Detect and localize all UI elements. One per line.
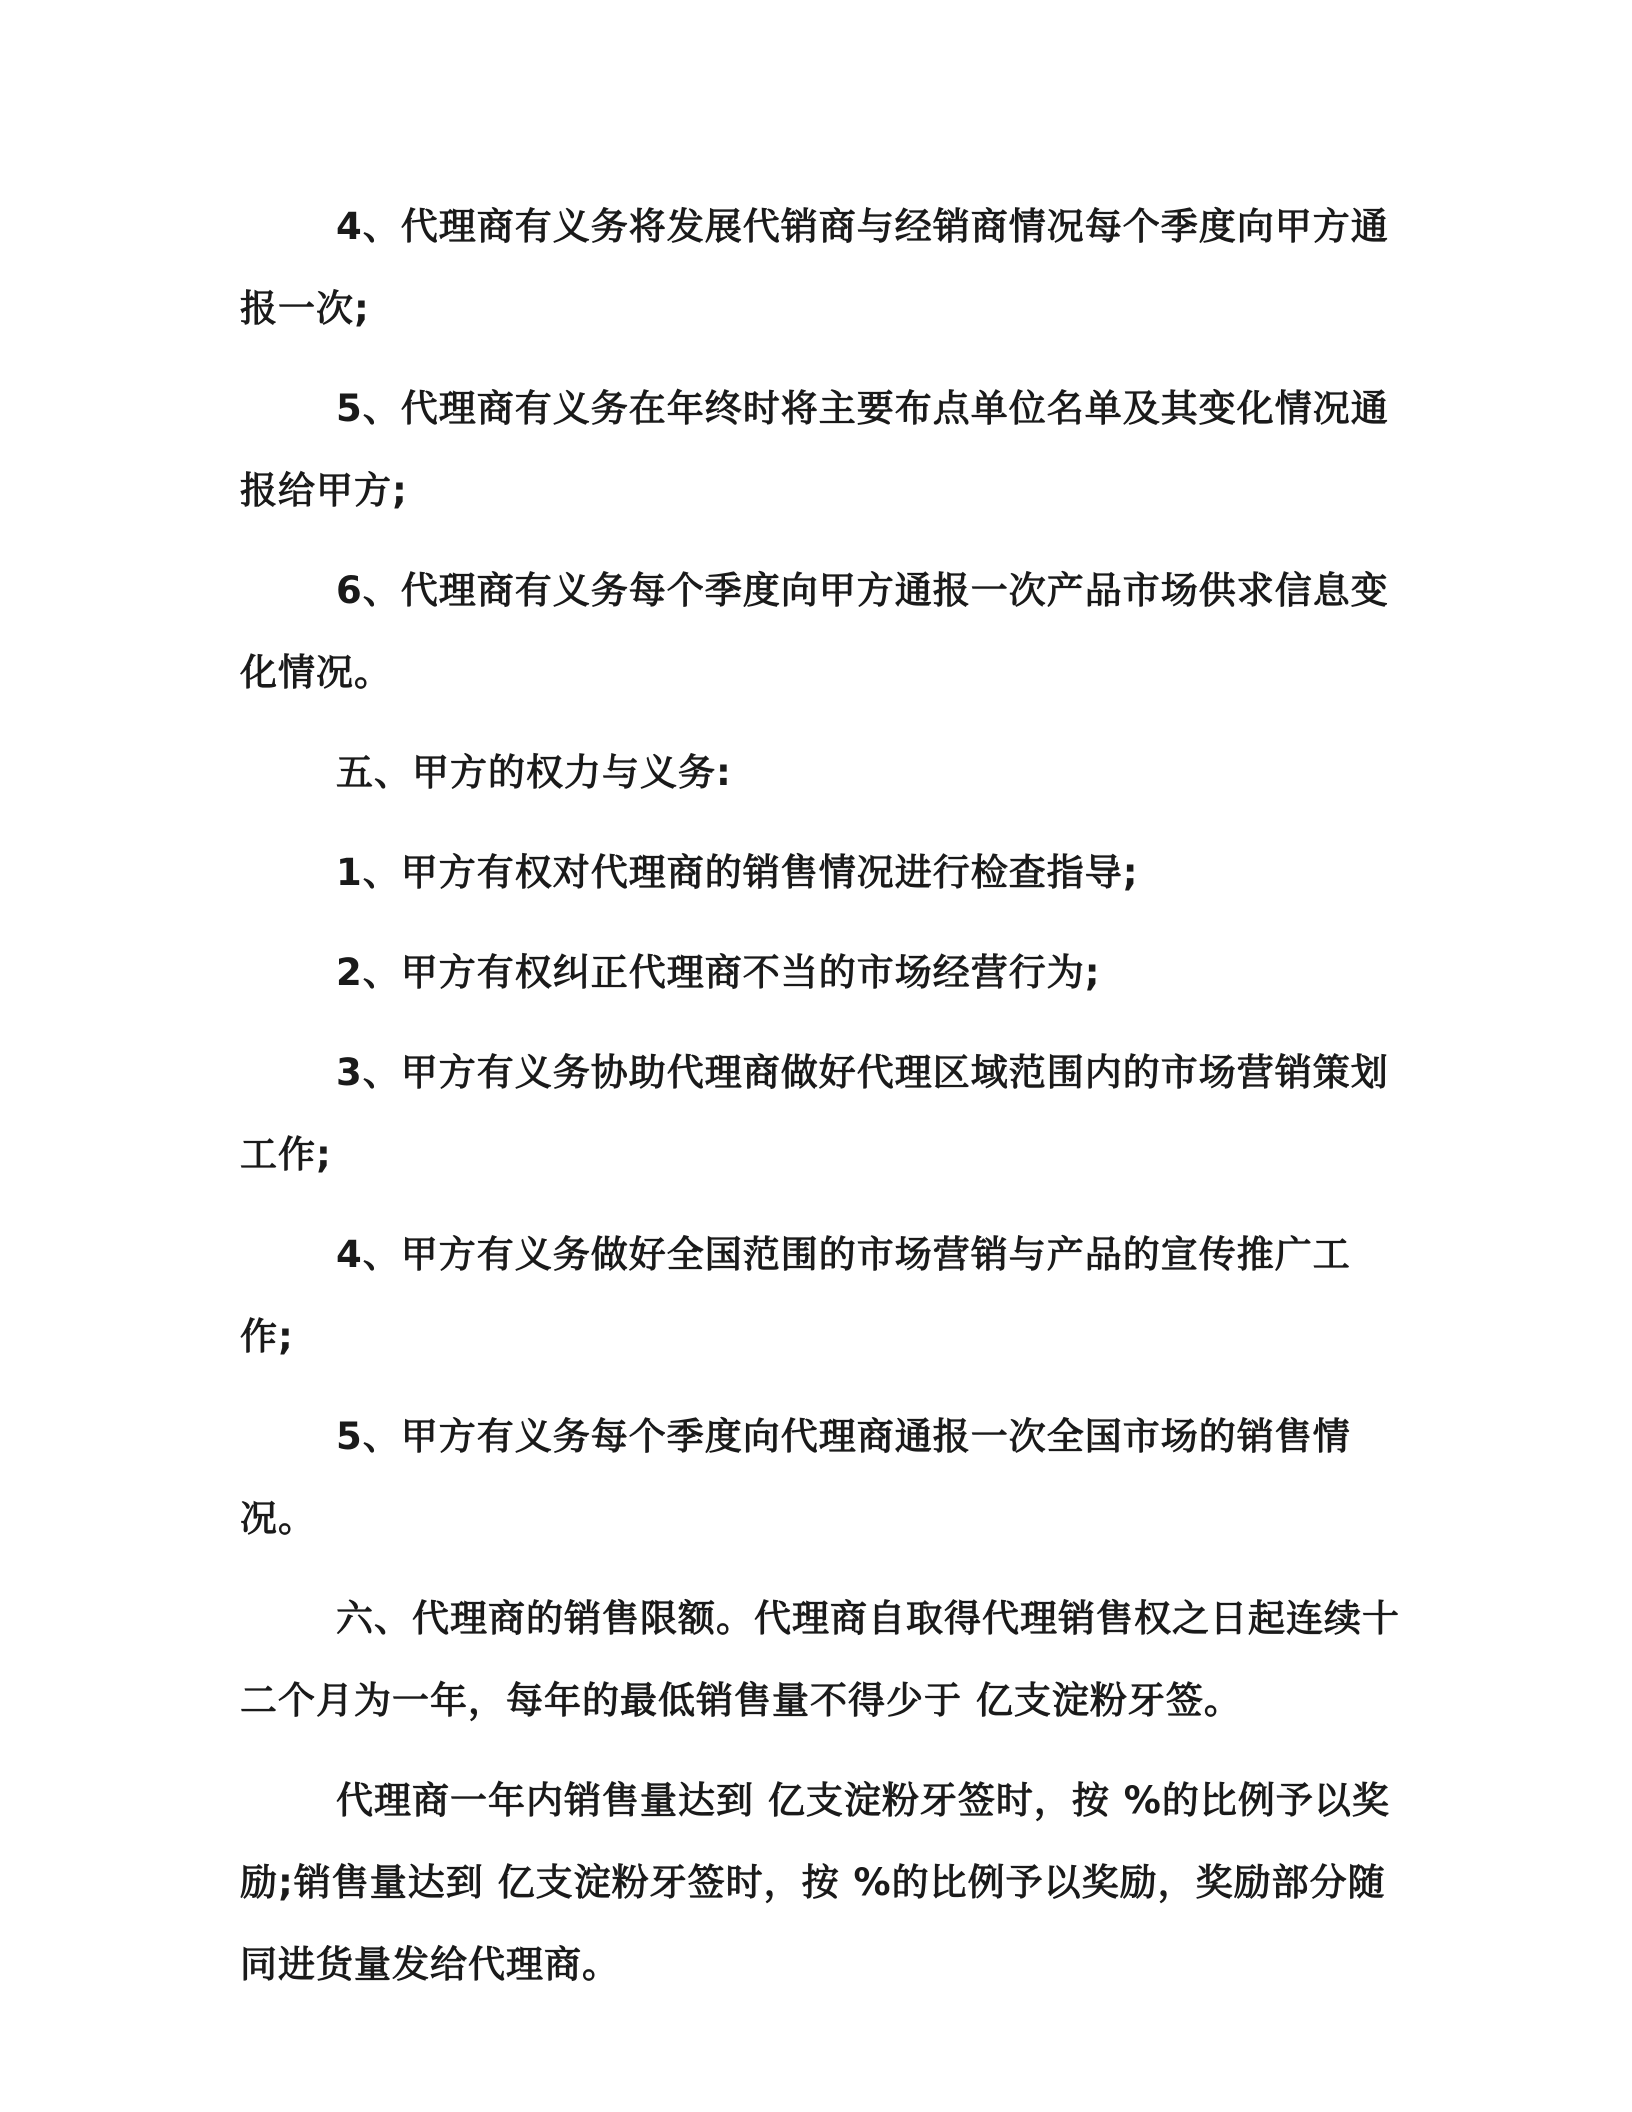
paragraph-agent-duty-4: 4、代理商有义务将发展代销商与经销商情况每个季度向甲方通报一次; [240, 205, 1389, 330]
paragraph-party-a-duty-3: 3、甲方有义务协助代理商做好代理区域范围内的市场营销策划工作; [240, 1051, 1389, 1176]
paragraph-sales-reward: 代理商一年内销售量达到 亿支淀粉牙签时，按 %的比例予以奖励;销售量达到 亿支淀粉牙签时，按 %的比例予以奖励，奖励部分随同进货量发给代理商。 [240, 1779, 1390, 1986]
paragraph-party-a-duty-4: 4、甲方有义务做好全国范围的市场营销与产品的宣传推广工作; [240, 1233, 1351, 1358]
paragraph-party-a-duty-5: 5、甲方有义务每个季度向代理商通报一次全国市场的销售情况。 [240, 1415, 1351, 1540]
document-body [240, 186, 1400, 2024]
paragraph-agent-duty-6: 6、代理商有义务每个季度向甲方通报一次产品市场供求信息变化情况。 [240, 569, 1389, 694]
paragraph-party-a-right-1: 1、甲方有权对代理商的销售情况进行检查指导; [336, 851, 1139, 894]
paragraph-party-a-right-2: 2、甲方有权纠正代理商不当的市场经营行为; [336, 951, 1101, 994]
section-heading-party-a-rights: 五、甲方的权力与义务: [336, 751, 732, 794]
paragraph-agent-duty-5: 5、代理商有义务在年终时将主要布点单位名单及其变化情况通报给甲方; [240, 387, 1389, 512]
section-sales-quota: 六、代理商的销售限额。代理商自取得代理销售权之日起连续十二个月为一年，每年的最低销售量不得少于 亿支淀粉牙签。 [240, 1597, 1400, 1722]
